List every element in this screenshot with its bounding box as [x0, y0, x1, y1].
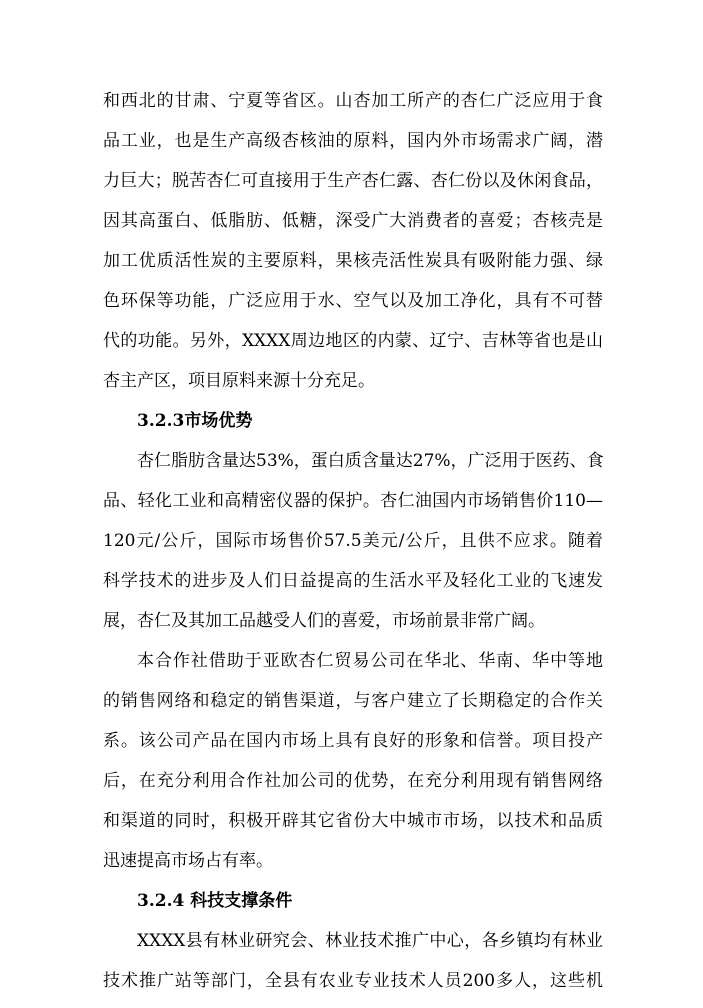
- text-line: 色环保等功能，广泛应用于水、空气以及加工净化，具有不可替: [103, 291, 603, 311]
- text-line: 本合作社借助于亚欧杏仁贸易公司在华北、华南、华中等地: [137, 651, 603, 671]
- paragraph-almond-processing: [103, 88, 603, 408]
- text-line: 力巨大；脱苦杏仁可直接用于生产杏仁露、杏仁份以及休闲食品，: [103, 171, 603, 191]
- paragraph-market-price: [103, 448, 603, 648]
- text-line: 加工优质活性炭的主要原料，果核壳活性炭具有吸附能力强、绿: [103, 251, 603, 271]
- paragraph-tech-support: [103, 928, 603, 1008]
- text-line: 和渠道的同时，积极开辟其它省份大中城市市场，以技术和品质: [103, 811, 603, 831]
- text-line: 杏主产区，项目原料来源十分充足。: [103, 371, 375, 391]
- text-line: XXXX县有林业研究会、林业技术推广中心，各乡镇均有林业: [137, 931, 603, 951]
- document-body: [103, 88, 603, 1008]
- section-heading-tech-support: 3.2.4 科技支撑条件: [137, 891, 293, 911]
- text-line: 展，杏仁及其加工品越受人们的喜爱，市场前景非常广阔。: [103, 611, 545, 631]
- paragraph-sales-network: [103, 648, 603, 888]
- text-line: 迅速提高市场占有率。: [103, 851, 273, 871]
- text-line: 杏仁脂肪含量达53%，蛋白质含量达27%，广泛用于医药、食: [137, 451, 604, 471]
- text-line: 因其高蛋白、低脂肪、低糖，深受广大消费者的喜爱；杏核壳是: [103, 211, 603, 231]
- text-line: 120元/公斤，国际市场售价57.5美元/公斤，且供不应求。随着: [103, 531, 603, 551]
- section-heading-market-advantage: 3.2.3市场优势: [137, 411, 253, 431]
- text-line: 科学技术的进步及人们日益提高的生活水平及轻化工业的飞速发: [103, 571, 603, 591]
- text-line: 的销售网络和稳定的销售渠道，与客户建立了长期稳定的合作关: [103, 691, 603, 711]
- text-line: 技术推广站等部门，全县有农业专业技术人员200多人，这些机: [103, 971, 603, 991]
- text-line: 品、轻化工业和高精密仪器的保护。杏仁油国内市场销售价110—: [103, 491, 603, 511]
- text-line: 代的功能。另外，XXXX周边地区的内蒙、辽宁、吉林等省也是山: [103, 331, 603, 351]
- text-line: 后，在充分利用合作社加公司的优势，在充分利用现有销售网络: [103, 771, 603, 791]
- text-line: 系。该公司产品在国内市场上具有良好的形象和信誉。项目投产: [103, 731, 603, 751]
- text-line: 和西北的甘肃、宁夏等省区。山杏加工所产的杏仁广泛应用于食: [103, 91, 603, 111]
- text-line: 品工业，也是生产高级杏核油的原料，国内外市场需求广阔，潜: [103, 131, 603, 151]
